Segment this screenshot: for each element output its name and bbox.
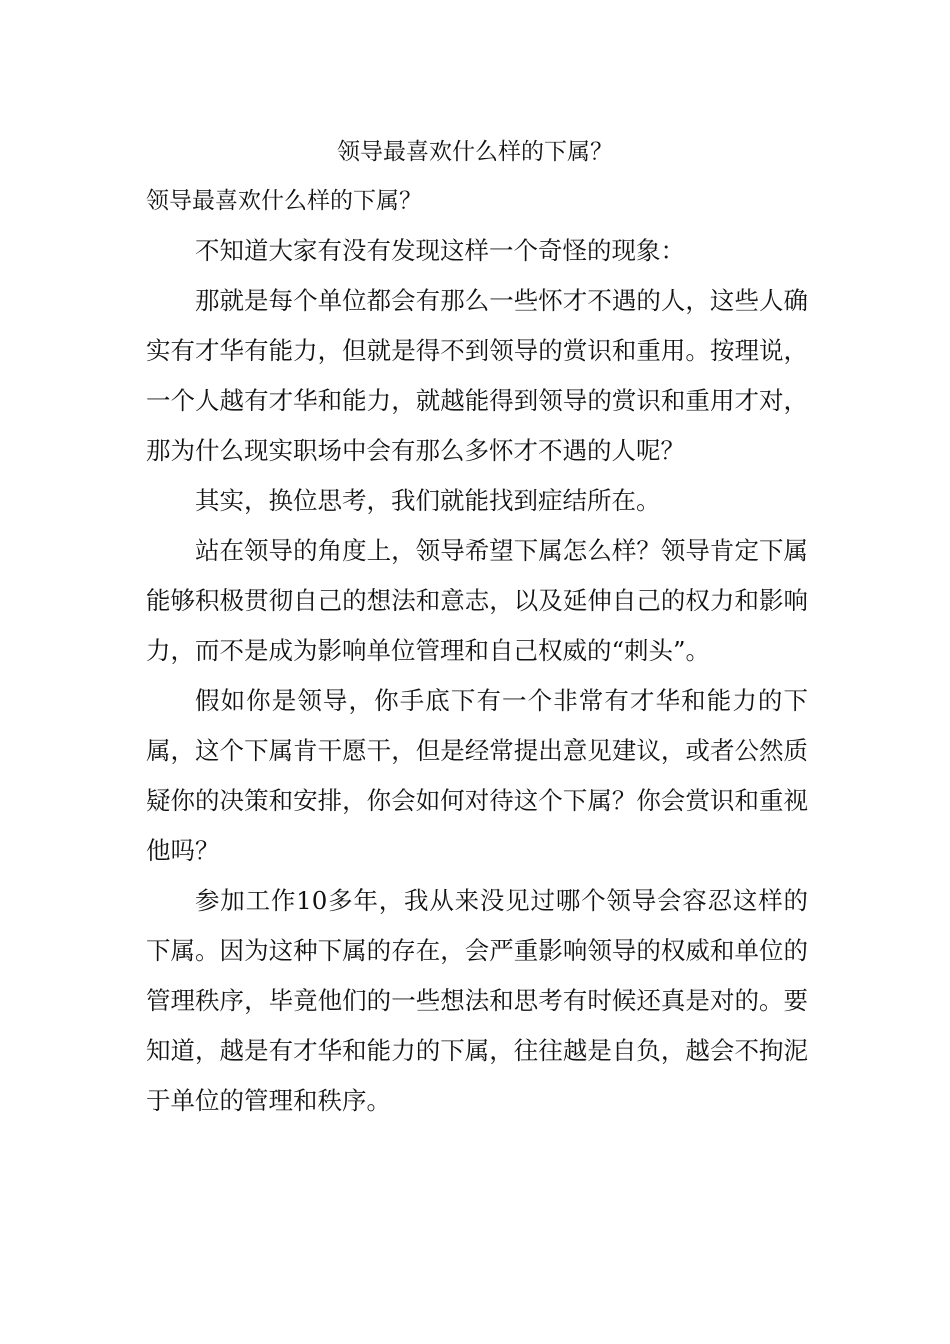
paragraph: 不知道大家有没有发现这样一个奇怪的现象： [195, 236, 685, 265]
paragraph: 其实，换位思考，我们就能找到症结所在。 [195, 486, 661, 515]
paragraph: 站在领导的角度上，领导希望下属怎么样？领导肯定下属能够积极贯彻自己的想法和意志，以及延伸自己的权力和影响力，而不是成为影响单位管理和自己权威的“刺头”。 [146, 536, 808, 665]
paragraph: 参加工作10多年，我从来没见过哪个领导会容忍这样的下属。因为这种下属的存在，会严重影响领导的权威和单位的管理秩序，毕竟他们的一些想法和思考有时候还真是对的。要知道，越是有才华和能力的下属，往往越是自负，越会不拘泥于单位的管理和秩序。 [146, 886, 808, 1115]
document-title: 领导最喜欢什么样的下属？ [337, 139, 613, 165]
paragraph: 假如你是领导，你手底下有一个非常有才华和能力的下属，这个下属肯干愿干，但是经常提出意见建议，或者公然质疑你的决策和安排，你会如何对待这个下属？你会赏识和重视他吗？ [146, 686, 808, 865]
document-body [146, 176, 808, 1126]
document-subtitle: 领导最喜欢什么样的下属？ [146, 188, 422, 214]
paragraph: 那就是每个单位都会有那么一些怀才不遇的人，这些人确实有才华有能力，但就是得不到领导的赏识和重用。按理说，一个人越有才华和能力，就越能得到领导的赏识和重用才对，那为什么现实职场中会有那么多怀才不遇的人呢？ [146, 286, 808, 465]
